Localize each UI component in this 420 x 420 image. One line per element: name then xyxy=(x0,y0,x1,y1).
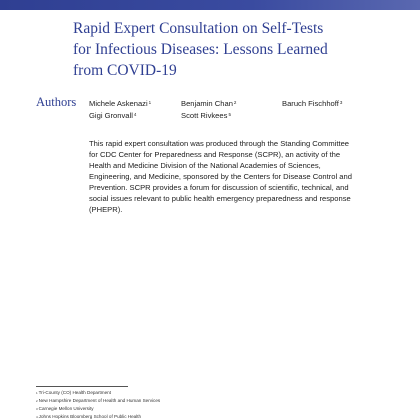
author-affiliation-mark: 1 xyxy=(148,100,152,105)
author-rivkees xyxy=(181,111,231,121)
author-name: Scott Rivkees xyxy=(181,111,228,120)
footnote xyxy=(36,414,141,420)
body-line: Health and Medicine Division of the National Academies of Sciences, xyxy=(89,161,321,170)
footnote-text: New Hampshire Department of Health and Human Services xyxy=(38,398,161,403)
footnote-text: Tri-County (CO) Health Department xyxy=(38,390,112,395)
author-name: Baruch Fischhoff xyxy=(282,99,339,108)
footnote-text: Johns Hopkins Bloomberg School of Public Health xyxy=(38,414,142,419)
footnote-text: Carnegie Mellon University xyxy=(38,406,94,411)
author-name: Michele Askenazi xyxy=(89,99,148,108)
author-fischhoff xyxy=(282,99,342,109)
footnote-mark: 2 xyxy=(36,399,38,403)
footnote-mark: 1 xyxy=(36,391,38,395)
author-gronvall xyxy=(89,111,136,121)
footnote xyxy=(36,406,94,412)
page-title xyxy=(73,18,373,81)
body-line: (PHEPR). xyxy=(89,205,123,214)
authors-heading: Authors xyxy=(36,95,77,109)
title-line: from COVID-19 xyxy=(73,62,177,79)
author-name: Gigi Gronvall xyxy=(89,111,133,120)
title-line: Rapid Expert Consultation on Self-Tests xyxy=(73,20,324,37)
footnote xyxy=(36,390,111,396)
title-line: for Infectious Diseases: Lessons Learned xyxy=(73,41,328,58)
author-askenazi xyxy=(89,99,151,109)
body-line: Prevention. SCPR provides a forum for discussion of scientific, technical, and xyxy=(89,183,349,192)
author-chan xyxy=(181,99,236,109)
author-affiliation-mark: 4 xyxy=(133,112,137,117)
footnote-divider xyxy=(36,386,128,387)
author-affiliation-mark: 3 xyxy=(339,100,343,105)
body-line: for CDC Center for Preparedness and Response (SCPR), an activity of the xyxy=(89,150,341,159)
footnote-mark: 3 xyxy=(36,407,38,411)
body-line: Engineering, and Medicine, sponsored by the Centers for Disease Control and xyxy=(89,172,352,181)
footnote-mark: 4 xyxy=(36,415,38,419)
body-line: This rapid expert consultation was produced through the Standing Committee xyxy=(89,139,350,148)
footnote xyxy=(36,398,160,404)
body-line: social issues relevant to public health emergency preparedness and response xyxy=(89,194,351,203)
author-affiliation-mark: 2 xyxy=(233,100,237,105)
header-accent-bar xyxy=(0,0,420,10)
author-name: Benjamin Chan xyxy=(181,99,233,108)
author-affiliation-mark: 5 xyxy=(228,112,231,117)
consultation-description xyxy=(89,138,352,215)
